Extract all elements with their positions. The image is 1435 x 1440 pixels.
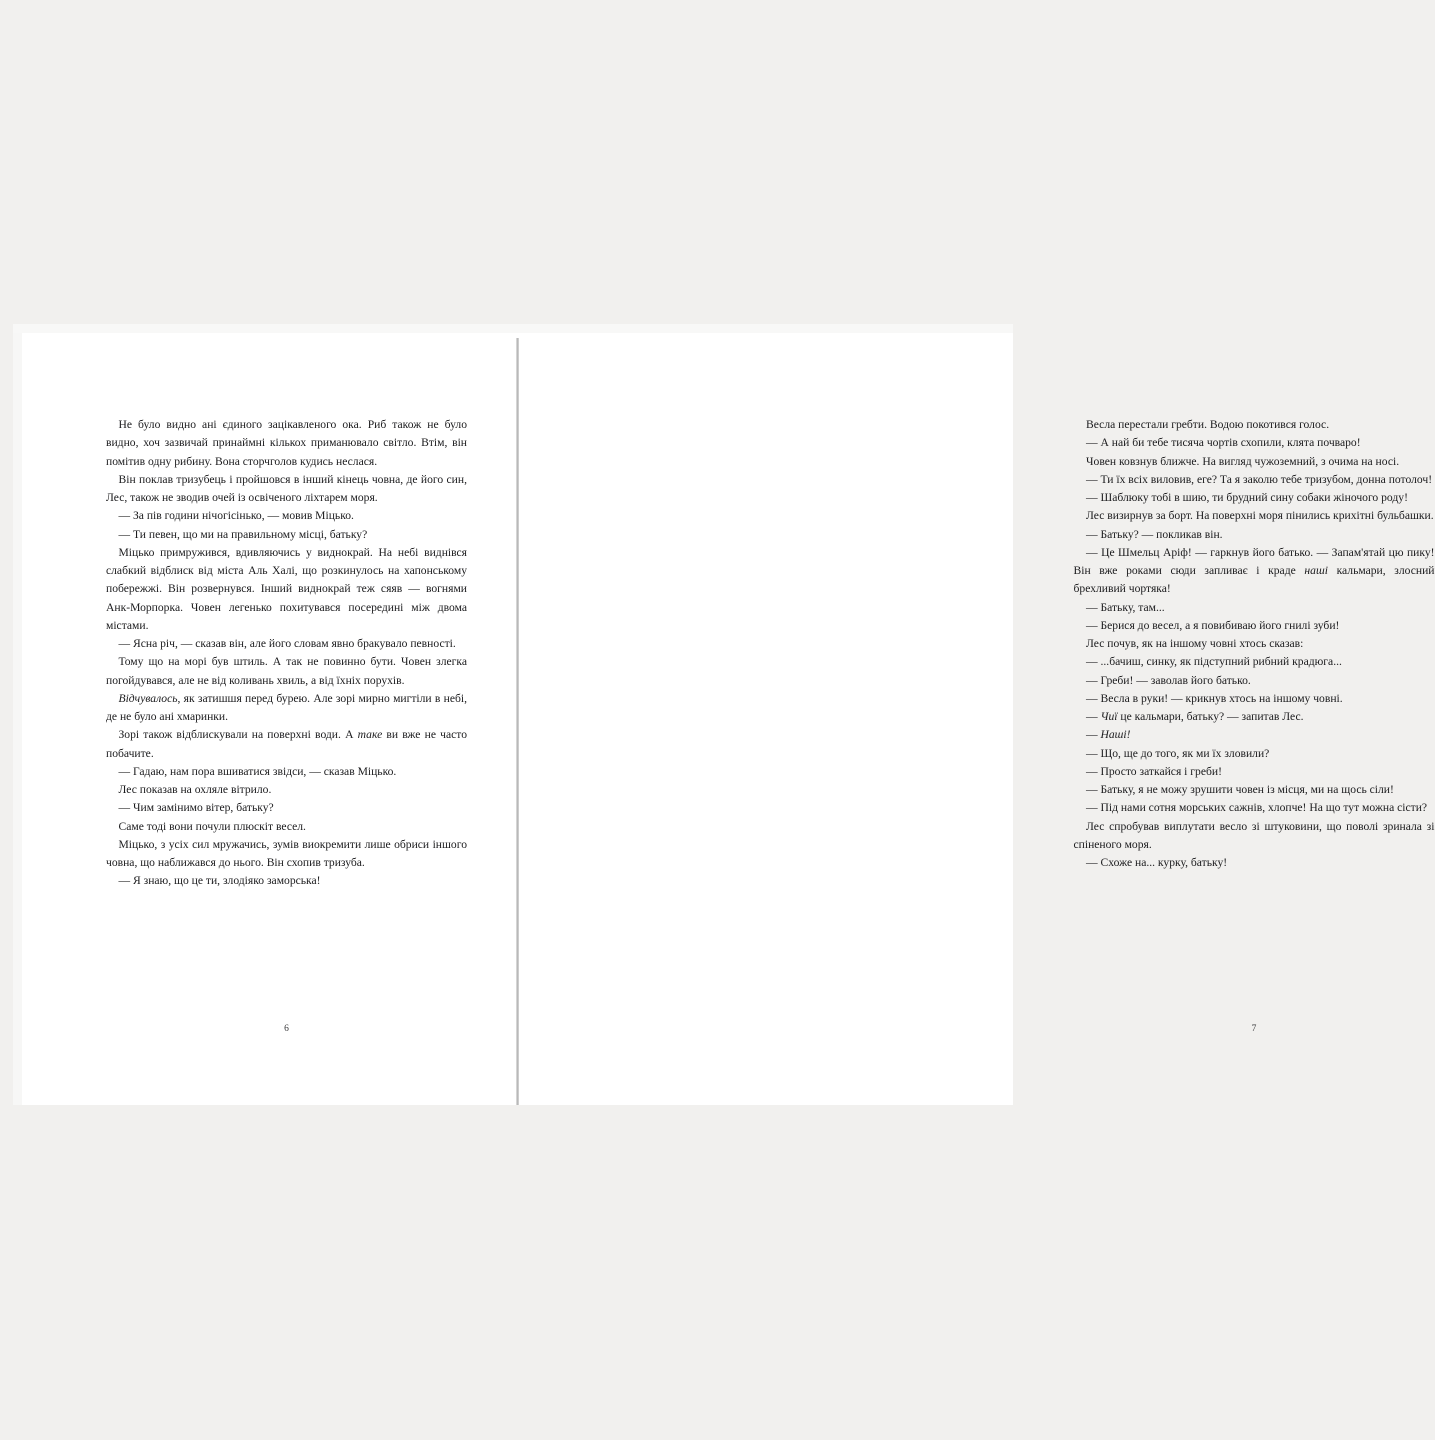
- paragraph: Не було видно ані єдиного зацікавленого ока. Риб також не було видно, хоч зазвичай принаймні кількох приманювало світло. Втім, він помітив одну рибину. Вона сторчголов кудись неслася.: [106, 418, 467, 468]
- paragraph: Міцько примружився, вдивляючись у виднокрай. На небі виднівся слабкий відблиск від міста Аль Халі, що розкинулось на хапонському побережжі. Він розвернувся. Інший виднокрай теж сяяв — вогнями Анк-Морпорка. Човен легенько похитувався посередині між двома містами.: [106, 545, 467, 632]
- paragraph: Лес визирнув за борт. На поверхні моря пінились крихітні бульбашки.: [1086, 509, 1434, 523]
- paragraph: — Батьку, я не можу зрушити човен із місця, ми на щось сіли!: [1086, 783, 1394, 796]
- paragraph: Зорі також відблискували на поверхні води. А таке ви вже не часто побачите.: [106, 728, 467, 760]
- paragraph: — Батьку? — покликав він.: [1086, 527, 1223, 541]
- paragraph: — ...бачиш, синку, як підступний рибний крадюга...: [1086, 655, 1342, 669]
- paragraph: — Шаблюку тобі в шию, ти брудний сину собаки жіночого роду!: [1086, 491, 1408, 504]
- paragraph: — Чиї це кальмари, батьку? — запитав Лес.: [1086, 710, 1304, 723]
- paragraph: — Ти їх всіх виловив, еге? Та я заколю тебе тризубом, донна потолоч!: [1086, 472, 1433, 486]
- paragraph: Тому що на морі був штиль. А так не повинно бути. Човен злегка погойдувався, але не від коливань хвиль, а від їхніх порухів.: [106, 655, 467, 687]
- paragraph: Весла перестали гребти. Водою покотився голос.: [1086, 418, 1330, 431]
- paragraph: — Це Шмельц Аріф! — гаркнув його батько. — Запам'ятай цю пику! Він вже роками сюди запливає і краде наші кальмари, злосний брехливий чортяка!: [1073, 545, 1435, 596]
- paragraph: — Наші!: [1086, 728, 1131, 742]
- paragraph: — Ясна річ, — сказав він, але його словам явно бракувало певності.: [118, 637, 456, 650]
- book-spine-top-cap: [511, 333, 524, 338]
- page-text-column-right: [1074, 416, 1435, 872]
- emphasis-run: Наші!: [1100, 728, 1131, 742]
- paragraph: — Ти певен, що ми на правильному місці, батьку?: [118, 527, 368, 541]
- paragraph: — Просто заткайся і греби!: [1086, 764, 1222, 778]
- paragraph: — Під нами сотня морських сажнів, хлопче! На що тут можна сісти?: [1086, 801, 1428, 815]
- paragraph: — Схоже на... курку, батьку!: [1086, 856, 1228, 869]
- paragraph: Лес почув, як на іншому човні хтось сказав:: [1086, 637, 1304, 650]
- paragraph: — Чим замінимо вітер, батьку?: [118, 801, 274, 815]
- paragraph: — Батьку, там...: [1086, 600, 1165, 614]
- emphasis-run: таке: [357, 728, 383, 742]
- book-spread: [22, 333, 1435, 1105]
- paragraph: Міцько, з усіх сил мружачись, зумів виокремити лише обриси іншого човна, що наближався до нього. Він схопив тризуба.: [106, 837, 467, 869]
- paragraph: — Весла в руки! — крикнув хтось на іншому човні.: [1086, 691, 1343, 705]
- book-page-right: [518, 333, 1435, 1105]
- paragraph: Лес спробував виплутати весло зі штуковини, що поволі зринала зі спіненого моря.: [1073, 819, 1435, 851]
- paragraph: — Греби! — заволав його батько.: [1086, 673, 1251, 687]
- emphasis-run: Чиї: [1100, 710, 1118, 723]
- paragraph: Саме тоді вони почули плюскіт весел.: [118, 819, 306, 833]
- page-number-right: 7: [1251, 1024, 1257, 1034]
- page-number-left: 6: [284, 1024, 289, 1034]
- page-text-column-left: [106, 416, 467, 891]
- emphasis-run: наші: [1304, 564, 1328, 577]
- paragraph: Він поклав тризубець і пройшовся в інший кінець човна, де його син, Лес, також не зводив очей із освіченого ліхтарем моря.: [106, 472, 467, 504]
- paragraph: — Я знаю, що це ти, злодіяко заморська!: [118, 874, 321, 888]
- book-page-left: [22, 333, 518, 1105]
- paragraph: — Берися до весел, а я повибиваю його гнилі зуби!: [1086, 618, 1340, 632]
- paragraph: Лес показав на охляле вітрило.: [118, 783, 272, 796]
- paragraph: — За пів години нічогісінько, — мовив Міцько.: [118, 509, 354, 523]
- paragraph: — Гадаю, нам пора вшиватися звідси, — сказав Міцько.: [118, 764, 397, 778]
- paragraph: — А най би тебе тисяча чортів схопили, клята почваро!: [1086, 436, 1361, 450]
- emphasis-run: Відчувалось: [118, 691, 178, 705]
- paragraph: Човен ковзнув ближче. На вигляд чужоземний, з очима на носі.: [1086, 454, 1400, 468]
- paragraph: Відчувалось, як затишшя перед бурею. Але зорі мирно мигтіли в небі, де не було ані хмаринки.: [106, 691, 467, 723]
- paragraph: — Що, ще до того, як ми їх зловили?: [1086, 746, 1270, 760]
